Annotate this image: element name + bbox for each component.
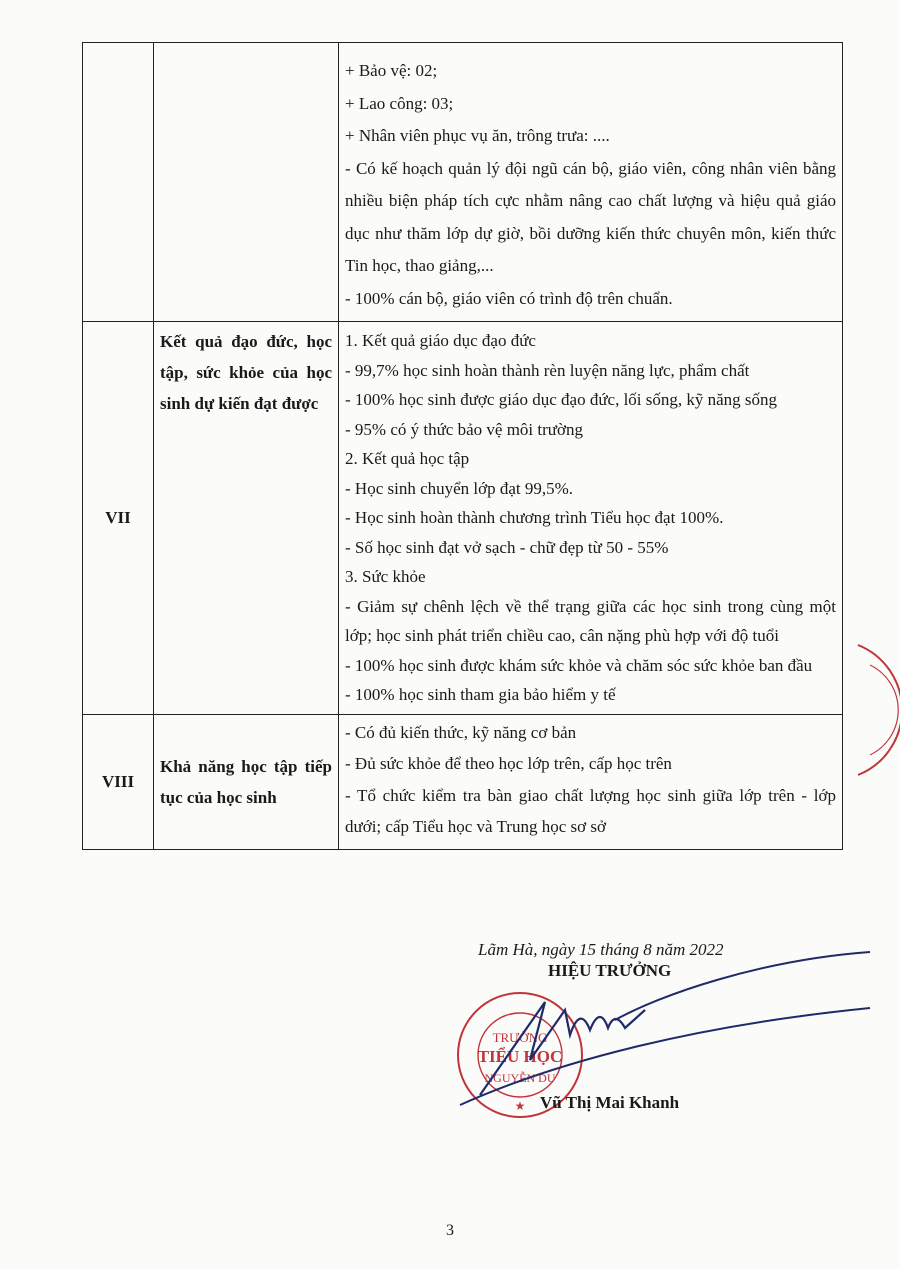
row-content <box>339 43 843 322</box>
content-line: - Tổ chức kiểm tra bàn giao chất lượng học sinh giữa lớp trên - lớp dưới; cấp Tiểu học và Trung học sơ sở <box>345 785 836 836</box>
signer-title: HIỆU TRƯỞNG <box>548 961 672 980</box>
content-line: 3. Sức khỏe <box>345 567 426 586</box>
svg-text:TIỂU HỌC: TIỂU HỌC <box>477 1047 563 1066</box>
content-line: + Lao công: 03; <box>345 93 454 113</box>
table-row <box>83 43 843 322</box>
content-line: + Bảo vệ: 02; <box>345 61 438 80</box>
page-number: 3 <box>446 1222 454 1239</box>
signer-name: Vũ Thị Mai Khanh <box>540 1093 680 1112</box>
content-line: - Số học sinh đạt vở sạch - chữ đẹp từ 50 - 55% <box>345 537 669 557</box>
content-line: - 95% có ý thức bảo vệ môi trường <box>345 419 583 439</box>
content-line: - 100% cán bộ, giáo viên có trình độ trên chuẩn. <box>345 288 673 308</box>
content-line: + Nhân viên phục vụ ăn, trông trưa: .... <box>345 126 610 145</box>
partial-stamp-icon <box>848 640 900 780</box>
svg-text:★: ★ <box>514 1099 526 1113</box>
table-row <box>83 322 843 715</box>
content-line: - Có kế hoạch quản lý đội ngũ cán bộ, giáo viên, công nhân viên bằng nhiều biện pháp tích cực nhằm nâng cao chất lượng và hiệu quả giáo dục như thăm lớp dự giờ, bồi dưỡng kiến thức chuyên môn, kiến thức Tin học, thao giảng,... <box>345 158 836 275</box>
content-line: - 99,7% học sinh hoàn thành rèn luyện năng lực, phẩm chất <box>345 360 750 380</box>
row-content <box>339 322 843 715</box>
place-date: Lãm Hà, ngày 15 tháng 8 năm 2022 <box>478 940 724 959</box>
row-criterion <box>154 43 339 322</box>
content-line: - 100% học sinh tham gia bảo hiểm y tế <box>345 685 616 704</box>
table-row <box>83 714 843 849</box>
content-line: - Đủ sức khỏe để theo học lớp trên, cấp học trên <box>345 754 672 773</box>
row-criterion: Kết quả đạo đức, học tập, sức khỏe của học sinh dự kiến đạt được <box>154 322 339 715</box>
row-criterion: Khả năng học tập tiếp tục của học sinh <box>154 714 339 849</box>
svg-text:TRƯỜNG: TRƯỜNG <box>492 1030 548 1045</box>
plan-table <box>82 42 843 850</box>
content-line: - Học sinh hoàn thành chương trình Tiểu học đạt 100%. <box>345 508 724 527</box>
row-content <box>339 714 843 849</box>
row-number: VIII <box>83 714 154 849</box>
handwritten-signature-icon <box>440 940 880 1120</box>
row-number <box>83 43 154 322</box>
content-line: - Giảm sự chênh lệch về thể trạng giữa các học sinh trong cùng một lớp; học sinh phát triển chiều cao, cân nặng phù hợp với độ tuổi <box>345 596 836 645</box>
content-line: - Có đủ kiến thức, kỹ năng cơ bản <box>345 722 577 742</box>
row-number: VII <box>83 322 154 715</box>
content-line: 1. Kết quả giáo dục đạo đức <box>345 331 536 350</box>
content-line: 2. Kết quả học tập <box>345 449 470 468</box>
content-line: - Học sinh chuyển lớp đạt 99,5%. <box>345 478 574 498</box>
content-line: - 100% học sinh được giáo dục đạo đức, lối sống, kỹ năng sống <box>345 390 778 409</box>
content-line: - 100% học sinh được khám sức khỏe và chăm sóc sức khỏe ban đầu <box>345 655 813 675</box>
svg-text:NGUYỄN DU: NGUYỄN DU <box>484 1071 556 1085</box>
